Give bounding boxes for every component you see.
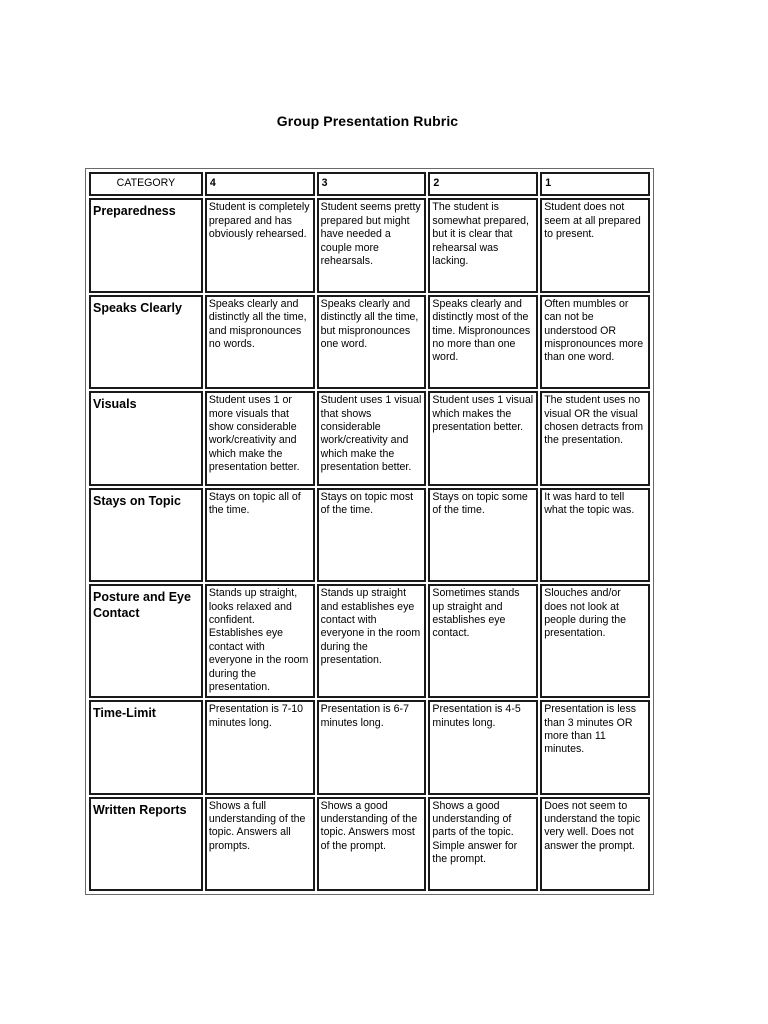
table-cell: The student is somewhat prepared, but it is clear that rehearsal was lacking. — [428, 198, 538, 292]
table-cell: Student does not seem at all prepared to present. — [540, 198, 650, 292]
category-stays-on-topic: Stays on Topic — [89, 488, 203, 582]
table-cell: Often mumbles or can not be understood OR mispronounces more than one word. — [540, 295, 650, 389]
table-cell: Presentation is 7-10 minutes long. — [205, 700, 315, 794]
header-score-4: 4 — [205, 172, 315, 196]
category-written-reports: Written Reports — [89, 797, 203, 891]
table-row — [89, 700, 650, 794]
category-speaks-clearly: Speaks Clearly — [89, 295, 203, 389]
table-cell: Shows a full understanding of the topic. Answers all prompts. — [205, 797, 315, 891]
page-title: Group Presentation Rubric — [276, 113, 459, 129]
table-cell: Stays on topic some of the time. — [428, 488, 538, 582]
table-row — [89, 295, 650, 389]
category-preparedness: Preparedness — [89, 198, 203, 292]
header-score-2: 2 — [428, 172, 538, 196]
category-time-limit: Time-Limit — [89, 700, 203, 794]
table-cell: Sometimes stands up straight and establishes eye contact. — [428, 584, 538, 698]
table-row — [89, 584, 650, 698]
table-cell: Presentation is 4-5 minutes long. — [428, 700, 538, 794]
table-cell: It was hard to tell what the topic was. — [540, 488, 650, 582]
table-cell: Does not seem to understand the topic very well. Does not answer the prompt. — [540, 797, 650, 891]
table-row — [89, 391, 650, 485]
table-cell: Student seems pretty prepared but might have needed a couple more rehearsals. — [317, 198, 427, 292]
header-row — [89, 172, 650, 196]
table-cell: Stays on topic all of the time. — [205, 488, 315, 582]
header-category: CATEGORY — [89, 172, 203, 196]
table-cell: Slouches and/or does not look at people during the presentation. — [540, 584, 650, 698]
table-cell: Speaks clearly and distinctly most of the time. Mispronounces no more than one word. — [428, 295, 538, 389]
table-cell: Speaks clearly and distinctly all the time, but mispronounces one word. — [317, 295, 427, 389]
table-cell: Student uses 1 or more visuals that show considerable work/creativity and which make the presentation better. — [205, 391, 315, 485]
category-visuals: Visuals — [89, 391, 203, 485]
table-cell: Presentation is 6-7 minutes long. — [317, 700, 427, 794]
rubric-table — [87, 170, 652, 893]
header-score-3: 3 — [317, 172, 427, 196]
table-cell: Stays on topic most of the time. — [317, 488, 427, 582]
table-cell: Student uses 1 visual which makes the presentation better. — [428, 391, 538, 485]
category-posture-and-eye-contact: Posture and Eye Contact — [89, 584, 203, 698]
table-row — [89, 488, 650, 582]
table-cell: Shows a good understanding of the topic. Answers most of the prompt. — [317, 797, 427, 891]
table-row — [89, 198, 650, 292]
table-cell: The student uses no visual OR the visual chosen detracts from the presentation. — [540, 391, 650, 485]
table-cell: Stands up straight and establishes eye contact with everyone in the room during the presentation. — [317, 584, 427, 698]
table-cell: Shows a good understanding of parts of the topic. Simple answer for the prompt. — [428, 797, 538, 891]
rubric-table-frame — [85, 168, 654, 895]
table-cell: Speaks clearly and distinctly all the time, and mispronounces no words. — [205, 295, 315, 389]
table-cell: Presentation is less than 3 minutes OR more than 11 minutes. — [540, 700, 650, 794]
table-cell: Student is completely prepared and has obviously rehearsed. — [205, 198, 315, 292]
table-cell: Student uses 1 visual that shows considerable work/creativity and which make the presentation better. — [317, 391, 427, 485]
table-cell: Stands up straight, looks relaxed and confident. Establishes eye contact with everyone in the room during the presentation. — [205, 584, 315, 698]
header-score-1: 1 — [540, 172, 650, 196]
table-row — [89, 797, 650, 891]
